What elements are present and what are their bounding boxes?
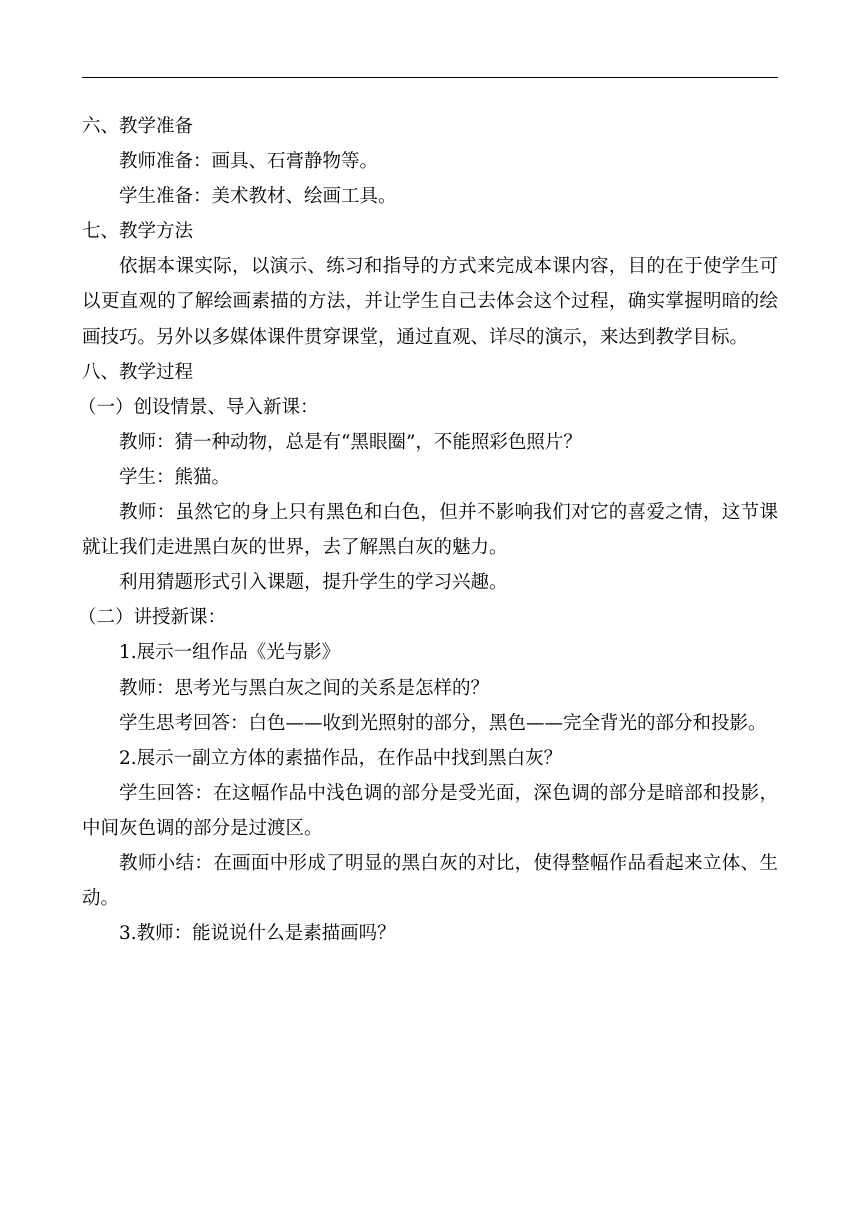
paragraph-item2-answer: 学生回答：在这幅作品中浅色调的部分是受光面，深色调的部分是暗部和投影，中间灰色调的部分是过渡区。: [82, 782, 778, 839]
paragraph-student-prep: 学生准备：美术教材、绘画工具。: [119, 186, 397, 208]
paragraph-item1-question: 教师：思考光与黑白灰之间的关系是怎样的？: [119, 677, 490, 699]
list-item-1: 1.展示一组作品《光与影》: [119, 642, 341, 664]
header-rule: [82, 77, 778, 78]
paragraph-method: 依据本课实际，以演示、练习和指导的方式来完成本课内容，目的在于使学生可以更直观的了解绘画素描的方法，并让学生自己去体会这个过程，确实掌握明暗的绘画技巧。另外以多媒体课件贯穿课堂，通过直观、详尽的演示，来达到教学目标。: [82, 256, 778, 348]
section-heading-prep: 六、教学准备: [82, 116, 194, 137]
paragraph-intro-note: 利用猜题形式引入课题，提升学生的学习兴趣。: [119, 572, 508, 594]
paragraph-teacher-prep: 教师准备：画具、石膏静物等。: [119, 151, 379, 173]
paragraph-teacher-question: 教师：猜一种动物，总是有“黑眼圈”，不能照彩色照片？: [119, 431, 582, 453]
list-item-3: 3.教师：能说说什么是素描画吗？: [119, 923, 396, 945]
paragraph-student-answer: 学生：熊猫。: [119, 466, 231, 488]
paragraph-item2-summary: 教师小结：在画面中形成了明显的黑白灰的对比，使得整幅作品看起来立体、生动。: [82, 852, 778, 910]
section-heading-process: 八、教学过程: [82, 361, 194, 383]
subheading-intro: （一）创设情景、导入新课：: [78, 396, 319, 418]
paragraph-item1-answer: 学生思考回答：白色——收到光照射的部分，黑色——完全背光的部分和投影。: [119, 712, 767, 734]
list-item-2: 2.展示一副立方体的素描作品，在作品中找到黑白灰？: [119, 747, 563, 769]
paragraph-teacher-intro: 教师：虽然它的身上只有黑色和白色，但并不影响我们对它的喜爱之情，这节课就让我们走进黑白灰的世界，去了解黑白灰的魅力。: [82, 502, 778, 559]
document-body: [78, 109, 778, 951]
section-heading-method: 七、教学方法: [82, 221, 194, 243]
subheading-new-lesson: （二）讲授新课：: [78, 607, 227, 629]
